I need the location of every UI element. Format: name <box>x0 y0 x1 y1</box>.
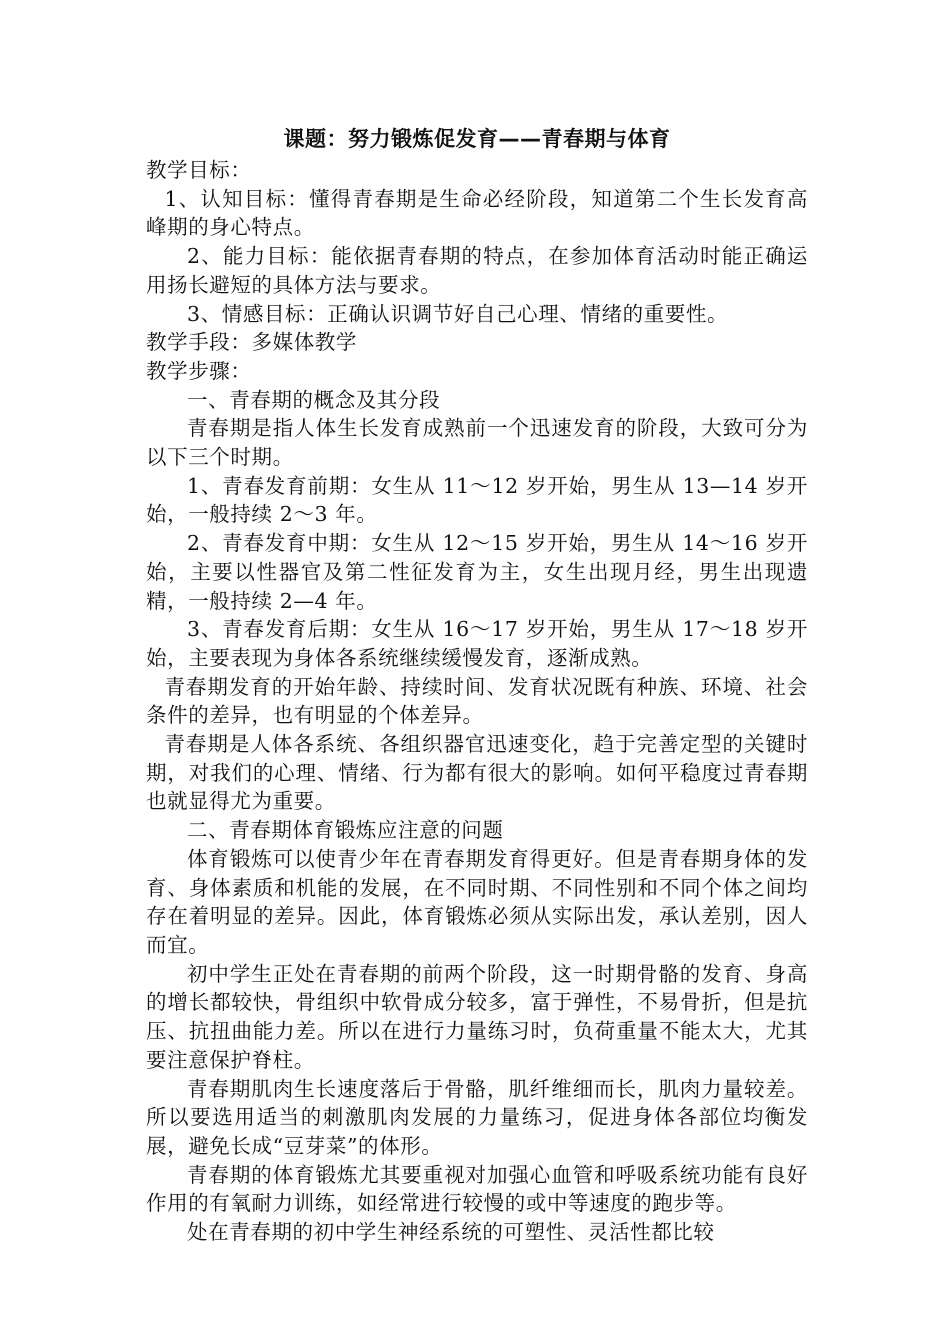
paragraph: 青春期肌肉生长速度落后于骨骼，肌纤维细而长，肌肉力量较差。所以要选用适当的刺激肌肉发展的力量练习，促进身体各部位均衡发展，避免长成“豆芽菜”的体形。 <box>146 1076 808 1158</box>
paragraph: 教学目标： <box>146 158 252 182</box>
document-page <box>146 124 808 1247</box>
paragraph: 3、情感目标：正确认识调节好自己心理、情绪的重要性。 <box>187 301 729 326</box>
document-body <box>146 156 808 1247</box>
paragraph: 2、能力目标：能依据青春期的特点，在参加体育活动时能正确运用扬长避短的具体方法与要求。 <box>146 244 808 297</box>
paragraph: 1、认知目标：懂得青春期是生命必经阶段，知道第二个生长发育高峰期的身心特点。 <box>146 186 808 240</box>
paragraph: 体育锻炼可以使青少年在青春期发育得更好。但是青春期身体的发育、身体素质和机能的发展，在不同时期、不同性别和不同个体之间均存在着明显的差异。因此，体育锻炼必须从实际出发，承认差别，因人而宜。 <box>146 846 808 957</box>
paragraph: 处在青春期的初中学生神经系统的可塑性、灵活性都比较 <box>187 1220 715 1245</box>
paragraph: 青春期的体育锻炼尤其要重视对加强心血管和呼吸系统功能有良好作用的有氧耐力训练，如经常进行较慢的或中等速度的跑步等。 <box>146 1162 808 1216</box>
paragraph: 青春期是人体各系统、各组织器官迅速变化，趋于完善定型的关键时期，对我们的心理、情绪、行为都有很大的影响。如何平稳度过青春期也就显得尤为重要。 <box>146 732 808 814</box>
paragraph: 初中学生正处在青春期的前两个阶段，这一时期骨骼的发育、身高的增长都较快，骨组织中软骨成分较多，富于弹性，不易骨折，但是抗压、抗扭曲能力差。所以在进行力量练习时，负荷重量不能太大，尤其要注意保护脊柱。 <box>146 961 808 1072</box>
paragraph: 二、青春期体育锻炼应注意的问题 <box>187 818 504 843</box>
paragraph: 教学手段：多媒体教学 <box>146 330 357 355</box>
document-title: 课题：努力锻炼促发育——青春期与体育 <box>283 127 671 151</box>
paragraph: 青春期发育的开始年龄、持续时间、发育状况既有种族、环境、社会条件的差异，也有明显的个体差异。 <box>146 674 808 728</box>
paragraph: 3、青春发育后期：女生从 16～17 岁开始，男生从 17～18 岁开始，主要表现为身体各系统继续缓慢发育，逐渐成熟。 <box>146 617 808 670</box>
paragraph: 一、青春期的概念及其分段 <box>187 387 441 412</box>
paragraph: 青春期是指人体生长发育成熟前一个迅速发育的阶段，大致可分为以下三个时期。 <box>146 416 808 470</box>
paragraph: 教学步骤： <box>146 358 252 383</box>
paragraph: 1、青春发育前期：女生从 11～12 岁开始，男生从 13—14 岁开始，一般持续 2～3 年。 <box>146 473 808 527</box>
paragraph: 2、青春发育中期：女生从 12～15 岁开始，男生从 14～16 岁开始，主要以性器官及第二性征发育为主，女生出现月经，男生出现遗精，一般持续 2—4 年。 <box>146 531 808 613</box>
